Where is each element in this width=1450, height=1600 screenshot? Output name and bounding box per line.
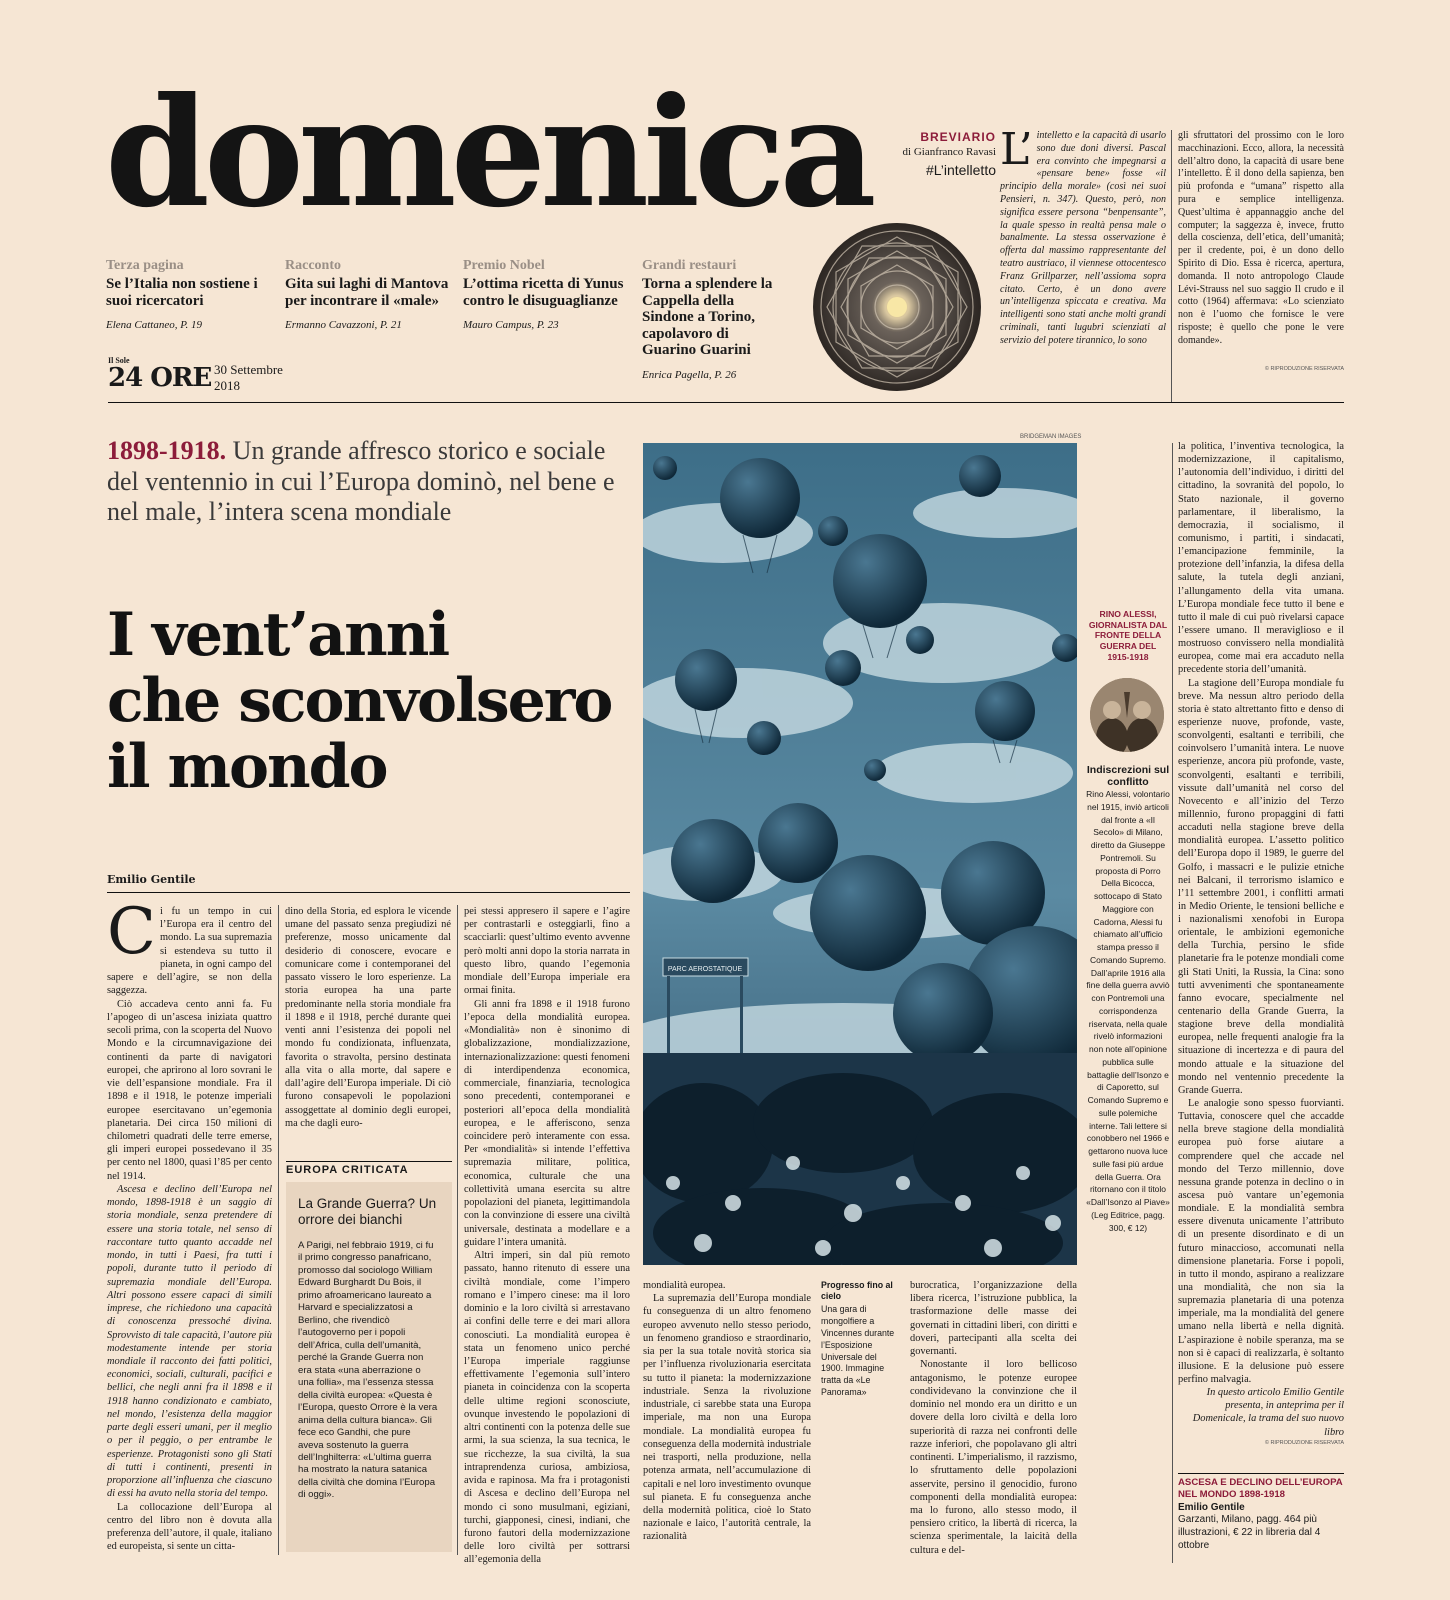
breviario-dropcap: L’ bbox=[1000, 124, 1033, 175]
sidebar-box bbox=[286, 1182, 452, 1552]
paragraph: Ciò accadeva cento anni fa. Fu l’apogeo di un’ascesa iniziata quattro secoli prima, con la scoperta del Nuovo Mondo e la circumnavigazione dei continenti da parte di navigatori europei, che aprirono al loro sovrani le vie dell’espansione mondiale. Fra il 1898 e il 1918, le potenze imperiali europee esercitavano un’egemonia planetaria. Dei circa 150 milioni di chilometri quadrati delle terre emerse, gli imperi europei possedevano il 35 per cento nel 1800, quasi l’85 per cento nel 1914. bbox=[107, 998, 272, 1182]
teaser-title: L’ottima ricetta di Yunus contro le disuguaglianze bbox=[463, 276, 624, 309]
book-title: ASCESA E DECLINO DELL’EUROPA NEL MONDO 1898-1918 bbox=[1178, 1477, 1343, 1500]
teaser-1[interactable] bbox=[106, 258, 276, 331]
paragraph: Nonostante il loro bellicoso antagonismo, le potenze europee condividevano la convinzione che il dominio nel mondo era un diritto e un dovere della loro civiltà e della loro superiorità di razza nei confronti delle razze inferiori, che popolavano gli altri continenti. L’imperialismo, il razzismo, lo sfruttamento delle popolazioni asservite, persino il genocidio, furono componenti della mondialità europea: ma lo furono, allo stesso modo, il pensiero critico, la libertà di ricerca, la scienza sperimentale, la laicità della cultura e del- bbox=[910, 1359, 1077, 1556]
paragraph: burocratica, l’organizzazione della libera ricerca, l’istruzione pubblica, la trasformazione delle masse dei governati in cittadini liberi, con diritti e doveri, partecipanti alla scelta dei governanti. bbox=[910, 1280, 1077, 1358]
teaser-2[interactable] bbox=[285, 258, 455, 331]
sidebar-kicker: RINO ALESSI, GIORNALISTA DAL FRONTE DELLA GUERRA DEL 1915-1918 bbox=[1088, 609, 1168, 662]
breviario-text-1: intelletto e la capacità di usarlo sono due doni diversi. Pascal era convinto che impegnarsi a «pensare bene» fosse «il principio della morale» (così nei suoi Pensieri, n. 347). Questo, però, non significa essere persona “benpensante”, la quale spesso in realtà pensa male o banalmente. La stessa osservazione è offerta dal massimo rappresentante del teatro austriaco, il viennese ottocentesco Franz Grillparzer, nell’assioma sopra citato. Certo, è un dono avere un’intelligenza spiccata e creativa. Ma intelligenti sono stati anche molti grandi criminali, tanti lugubri scienziati al servizio del potere tirannico, lo sono bbox=[1000, 130, 1166, 346]
article-column-6 bbox=[1178, 440, 1344, 1439]
teaser-byline: Ermanno Cavazzoni, P. 21 bbox=[285, 319, 402, 332]
teaser-title: Se l’Italia non sostiene i suoi ricercatori bbox=[106, 276, 258, 309]
deck-text: Un grande affresco storico e sociale del ventennio in cui l’Europa dominò, nel bene e nel male, l’intera scena mondiale bbox=[107, 436, 615, 527]
paragraph: i fu un tempo in cui l’Europa era il centro del mondo. La sua supremazia si estendeva su tutto il pianeta, in ogni campo del sapere e dell’agire, se non della saggezza. bbox=[107, 906, 272, 997]
issue-date bbox=[214, 362, 283, 393]
column-divider bbox=[457, 905, 458, 1555]
article-footnote: In questo articolo Emilio Gentile presenta, in anteprima per il Domenicale, la trama del suo nuovo libro bbox=[1192, 1387, 1344, 1438]
photo-credit: BRIDGEMAN IMAGES bbox=[1020, 434, 1082, 440]
breviario-label bbox=[868, 130, 996, 178]
headline-line-2: che sconvolsero bbox=[107, 666, 612, 736]
top-rule bbox=[108, 402, 1344, 403]
article-dropcap: C bbox=[107, 895, 156, 969]
sidebar-title: Indiscrezioni sul conflitto bbox=[1086, 764, 1170, 789]
breviario-copyright: © RIPRODUZIONE RISERVATA bbox=[1264, 366, 1344, 372]
headline-line-1: I vent’anni bbox=[107, 600, 449, 670]
caption-body: Una gara di mongolfiere a Vincennes durante l’Esposizione Universale del 1900. Immagine tratta da «Le Panorama» bbox=[821, 1304, 895, 1398]
article-column-4 bbox=[643, 1279, 811, 1544]
box-body: A Parigi, nel febbraio 1919, ci fu il primo congresso panafricano, promosso dal sociologo William Edward Burghardt Du Bois, il primo afroamericano laureato a Harvard e specializzatosi a Berlino, che rivendicò l’autogoverno per i popoli dell’Africa, culla dell’umanità, perché la Grande Guerra non era stata «una aberrazione o una follia», ma l’essenza stessa della civiltà europea: «Questa è l’Europa, questo Orrore è la vera anima della cultura bianca». Gli fece eco Gandhi, che pure aveva sostenuto la guerra dell’Inghilterra: «L’ultima guerra ha mostrato la natura satanica della civiltà che domina l’Europa di oggi». bbox=[298, 1240, 438, 1501]
teaser-4[interactable] bbox=[642, 258, 782, 381]
photo-sign: PARC AEROSTATIQUE bbox=[667, 966, 743, 973]
portrait-image bbox=[1090, 678, 1164, 752]
paragraph: Gli anni fra 1898 e il 1918 furono l’epoca della mondialità europea. «Mondialità» non è sinonimo di globalizzazione, mondializzazione, internazionalizzazione: questi fenomeni di interdipendenza economica, commerciale, finanziaria, tecnologica sono precedenti, contemporanei e posteriori all’epoca della mondialità europea, e le afferiscono, senza coincidere però interamente con essa. Per «mondialità» si intende l’effettiva supremazia militare, politica, economica, culturale che una collettività umana esercita su altre popolazioni del pianeta, legittimandola con la convinzione di essere una civiltà universale, destinata a modellare e a guidare l’intera umanità. bbox=[464, 998, 630, 1248]
teaser-title: Torna a splendere la Cappella della Sindone a Torino, capolavoro di Guarino Guarini bbox=[642, 276, 773, 359]
paragraph: La collocazione dell’Europa al centro del libro non è dovuta alla preferenza dell’autore, il quale, italiano ed europeista, si sente un citta- bbox=[107, 1501, 272, 1553]
logo-small: Il Sole bbox=[108, 356, 130, 365]
paragraph: dino della Storia, ed esplora le vicende umane del passato senza pregiudizi né preferenze, mosso unicamente dal desiderio di conoscere, evocare e comunicare come i contemporanei del passato vissero le loro esperienze. La storia europea ha una parte predominante nella storia mondiale fra il 1898 e il 1918, perché durante quei venti anni l’esistenza dei popoli nel mondo fu condizionata, influenzata, favorita o stravolta, persino destinata alla vita o alla morte, dal sapere e dall’agire dell’Europa imperiale. Di ciò furono consapevoli le popolazioni assoggettate al dominio degli europei, ma che dagli euro- bbox=[285, 906, 451, 1129]
logo-big: 24 ORE bbox=[108, 363, 212, 393]
date-line-2: 2018 bbox=[214, 377, 240, 393]
paragraph: mondialità europea. bbox=[643, 1280, 726, 1291]
box-title: La Grande Guerra? Un orrore dei bianchi bbox=[298, 1196, 437, 1227]
article-column-2 bbox=[285, 905, 451, 1130]
article-column-1 bbox=[107, 895, 272, 1553]
breviario-text-2: gli sfruttatori del prossimo con le loro macchinazioni. Ecco, allora, la necessità dell’altro dono, la capacità di usare bene l’intelletto. È il dono della sapienza, ben più profonda e “umana” rispetto alla pura e semplice intelligenza. Quest’ultima è appannaggio anche del computer; la saggezza è, invece, frutto della coscienza, dell’etica, dell’umanità; per il credente, poi, è un dono dello Spirito di Dio. Essa è ricerca, apertura, domanda. Il noto antropologo Claude Lévi-Strauss nel suo saggio Il crudo e il cotto (1964) affermava: «Lo scienziato non è l’uomo che fornisce le vere risposte; è quello che pone le vere domande». bbox=[1178, 130, 1344, 346]
paragraph: La stagione dell’Europa mondiale fu breve. Ma nessun altro periodo della storia è stato altrettanto fitto e denso di esperienze nuove, profonde, vaste, sconvolgenti, esaltanti e terribili, che coinvolsero l’umanità intera. Le nuove esperienze, ancora più profonde, vaste, sconvolgenti, esaltanti e terribili, vissute dall’umanità nel corso del Novecento e all’inizio del Terzo millennio, furono propaggini di fatti accaduti nella stagione breve della mondialità europea. L’assetto politico dell’Europa dopo il 1989, le guerre del Golfo, i massacri e le pulizie etniche nei Balcani, il terrorismo islamico e l’11 settembre 2001, i conflitti armati in Medio Oriente, le tensioni belliche e i nazionalismi xenofobi in Europa orientale, le ambizioni egemoniche della Turchia, persino le sfide planetarie fra le potenze mondiali come gli Stati Uniti, la Russia, la Cina: sono tutti avvenimenti che spontaneamente fanno evocare, specialmente nel centenario della Grande Guerra, la stagione breve della mondialità europea, nelle frequenti analogie fra la situazione di incertezza e di paura del mondo attuale e la situazione del mondo nel ventennio precedente la Grande Guerra. bbox=[1178, 677, 1344, 1096]
deck-year: 1898-1918. bbox=[107, 436, 227, 465]
column-divider bbox=[1171, 130, 1172, 402]
headline-line-3: il mondo bbox=[107, 732, 387, 802]
teaser-kicker: Racconto bbox=[285, 258, 341, 273]
book-author: Emilio Gentile bbox=[1178, 1501, 1245, 1513]
breviario-kicker: BREVIARIO bbox=[920, 130, 996, 144]
headline bbox=[107, 602, 647, 800]
article-column-3 bbox=[464, 905, 630, 1567]
breviario-hashtag[interactable]: #L’intelletto bbox=[925, 162, 996, 178]
deck bbox=[107, 436, 637, 528]
teaser-byline: Enrica Pagella, P. 26 bbox=[642, 368, 737, 381]
book-details: Garzanti, Milano, pagg. 464 più illustrazioni, € 22 in libreria dal 4 ottobre bbox=[1178, 1513, 1321, 1551]
dome-image bbox=[812, 222, 982, 392]
breviario-column-2 bbox=[1178, 130, 1344, 348]
teaser-3[interactable] bbox=[463, 258, 633, 331]
teaser-kicker: Grandi restauri bbox=[642, 258, 737, 273]
date-line-1: 30 Settembre bbox=[214, 362, 283, 377]
sidebar-body: Rino Alessi, volontario nel 1915, inviò articoli dal fronte a «Il Secolo» di Milano, diretto da Giuseppe Pontremoli. Su proposta di Porro Della Bicocca, sottocapo di Stato Maggiore con Cadorna, Alessi fu chiamato all’ufficio stampa presso il Comando Supremo. Dall’aprile 1916 alla fine della guerra avviò con Pontremoli una corrispondenza riservata, nella quale rivelò informazioni non note all’opinione pubblica sulle battaglie dell’Isonzo e di Caporetto, sul Comando Supremo e sulle polemiche interne. Tali lettere si conobbero nel 1966 e gettarono nuova luce sulle fasi più ardue della Guerra. Ora ritornano con il titolo «Dall’Isonzo al Piave» (Leg Editrice, pagg. 300, € 12) bbox=[1086, 789, 1170, 1233]
paragraph: Le analogie sono spesso fuorvianti. Tuttavia, conoscere quel che accadde nella breve stagione della mondialità europea può forse aiutare a comprendere quel che accade nel mondo del Terzo millennio, dove nessuna grande potenza in declino o in ascesa può vantare un’egemonia mondiale. E la mondialità sembra essere divenuta unicamente l’attributo di un presente disordinato e di un futuro minaccioso, accomunati nella dimensione planetaria. Forse i popoli, in tutto il mondo, aspirano a realizzare una mondialità, che non sia la supremazia planetaria di una potenza imperiale, ma la mondialità del genere umano nella libertà e nella dignità. L’aspirazione è nobile speranza, ma se non si è capaci di realizzarla, è soltanto illusione. E la delusione può essere perfino malvagia. bbox=[1178, 1098, 1344, 1385]
paragraph: Altri imperi, sin dal più remoto passato, hanno ritenuto di essere una civiltà mondiale, come l’impero romano e l’impero cinese: ma il loro dominio e la loro civiltà si arrestavano ai confini delle terre e dei mari allora conosciuti. La mondialità europea è stata un fenomeno unico perché l’Europa imperiale raggiunse effettivamente l’egemonia sull’intero pianeta in coincidenza con la scoperta delle ultime regioni sconosciute, ovunque investendo le popolazioni di altri continenti con la potenza delle sue armi, la sua scienza, la sua tecnica, le sue ricchezze, la sua civiltà, la sua intraprendenza curiosa, ambiziosa, avida e rapinosa. Ma fra i protagonisti di Ascesa e declino dell’Europa nel mondo ci sono musulmani, egiziani, turchi, giapponesi, cinesi, indiani, che furono fautori della modernizzazione delle loro civiltà per sottrarsi all’egemonia della bbox=[464, 1250, 630, 1566]
teaser-kicker: Premio Nobel bbox=[463, 258, 545, 273]
caption-title: Progresso fino al cielo bbox=[821, 1280, 893, 1301]
teaser-kicker: Terza pagina bbox=[106, 258, 184, 273]
balloons-photo bbox=[643, 443, 1077, 1265]
article-copyright: © RIPRODUZIONE RISERVATA bbox=[1264, 1440, 1344, 1446]
book-info bbox=[1178, 1473, 1344, 1552]
paragraph: La supremazia dell’Europa mondiale fu conseguenza di un altro fenomeno europeo avvenuto nello stesso periodo, un fenomeno grandioso e straordinario, sia per la sua totale novità storica sia per l’influenza rivoluzionaria esercitata su tutto il pianeta: la modernizzazione industriale. Senza la rivoluzione industriale, ci sarebbe stata una Europa imperiale, ma non una Europa mondiale. La mondialità europea fu conseguenza della modernità industriale nei trasporti, nella produzione, nella potenza armata, nell’accumulazione di capitali e nel loro investimento ovunque sul pianeta. E fu conseguenza anche della modernità politica, cioè lo Stato nazionale e laico, l’autorità centrale, la razionalità bbox=[643, 1293, 811, 1543]
column-divider bbox=[1172, 443, 1173, 1563]
article-column-5 bbox=[910, 1279, 1077, 1557]
article-rule bbox=[107, 892, 630, 893]
sole-24-ore-logo bbox=[108, 356, 211, 391]
breviario-column-1 bbox=[1000, 124, 1166, 348]
teaser-byline: Elena Cattaneo, P. 19 bbox=[106, 319, 203, 332]
paragraph: la politica, l’inventiva tecnologica, la modernizzazione, il capitalismo, l’autonomia dell’individuo, i diritti del cittadino, la sovranità del popolo, lo Stato nazionale, il governo parlamentare, il liberalismo, la democrazia, il socialismo, il comunismo, i partiti, i sindacati, l’emancipazione femminile, la protezione dell’infanzia, la difesa della salute, la tutela degli anziani, l’allungamento della vita umana. L’Europa mondiale fece tutto il bene e tutto il male di cui può rivelarsi capace l’essere umano. Il meraviglioso e il mostruoso convissero nella mondialità europea, come mai era accaduto nella precedente storia dell’umanità. bbox=[1178, 441, 1344, 676]
teaser-byline: Mauro Campus, P. 23 bbox=[463, 319, 559, 332]
masthead: domenica bbox=[105, 65, 871, 241]
paragraph: Ascesa e declino dell’Europa nel mondo, 1898-1918 è un saggio di storia mondiale, senza pretendere di essere una storia totale, nel senso di raccontare tutto quanto accadde nel mondo, in tutti i Paesi, fra tutti i popoli, durante tutto il periodo di supremazia mondiale dell’Europa. Altri possono essere capaci di simili imprese, che richiedono una capacità di conoscenza pressoché divina. Sprovvisto di tale capacità, l’autore più modestamente intende per storia mondiale il racconto dei fatti politici, economici, sociali, culturali, pacifici e bellici, che negli anni fra il 1898 e il 1918 hanno condizionato e cambiato, nel mondo, l’esistenza della maggior parte degli esseri umani, per il meglio o per il peggio, o per entrambe le esperienze. Protagonisti sono gli Stati di tutti i continenti, presenti in proporzione all’influenza che ciascuno di essi ha avuto nella storia del tempo. bbox=[107, 1183, 272, 1500]
paragraph: pei stessi appresero il sapere e l’agire per contrastarli e osteggiarli, fino a scacciarli: quest’ultimo evento avvenne però molti anni dopo la storia narrata in questo libro, quando l’egemonia mondiale dell’Europa imperiale era ormai finita. bbox=[464, 906, 630, 997]
article-author: Emilio Gentile bbox=[107, 873, 196, 886]
column-divider bbox=[278, 905, 279, 1555]
breviario-author: di Gianfranco Ravasi bbox=[902, 146, 996, 158]
teaser-title: Gita sui laghi di Mantova per incontrare il «male» bbox=[285, 276, 449, 309]
box-label: EUROPA CRITICATA bbox=[286, 1161, 452, 1176]
